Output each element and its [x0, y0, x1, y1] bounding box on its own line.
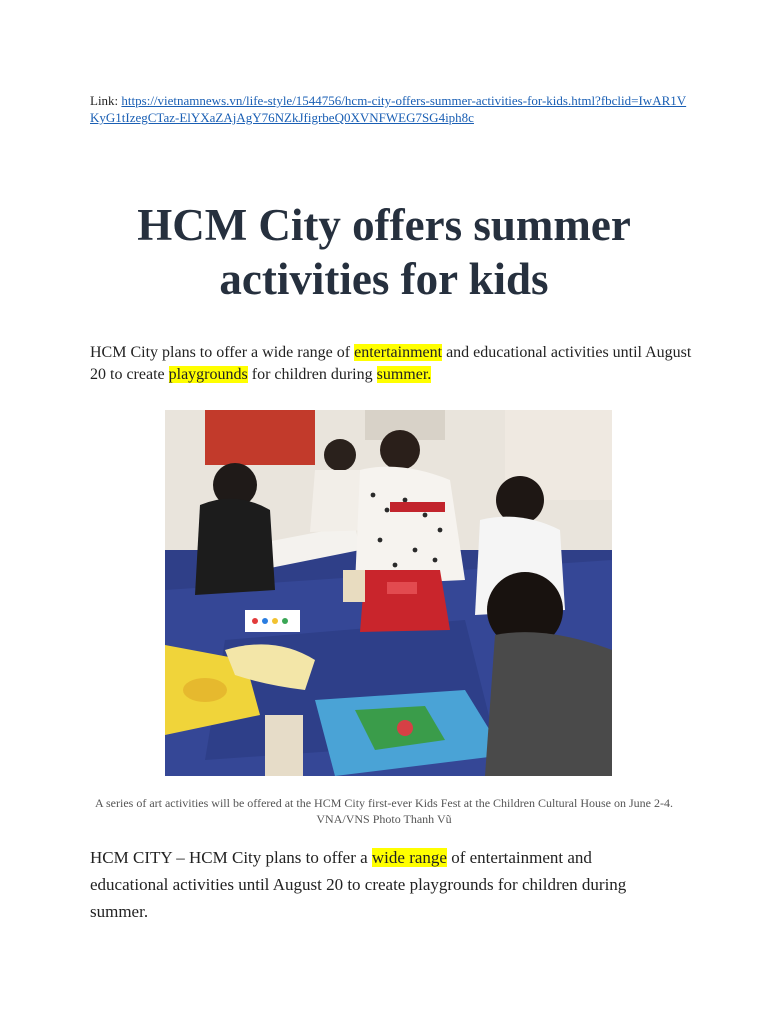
highlight-entertainment: entertainment	[354, 344, 443, 361]
highlight-wide-range: wide range	[371, 848, 447, 867]
source-url-link[interactable]: https://vietnamnews.vn/life-style/1544756/hcm-city-offers-summer-activities-for-kids.html?fbclid=IwAR1VKyG1tIzegCTaz-ElYXaZAjAgY76NZkJfigrbeQ0XVNFWEG7SG4iph8c	[90, 93, 687, 125]
lead-paragraph	[90, 342, 700, 386]
article-title: HCM City offers summer activities for kids	[137, 200, 631, 304]
article-photo	[165, 410, 612, 776]
kids-art-activity-photo	[165, 410, 612, 776]
source-link-block	[90, 92, 690, 126]
body-text-2: of entertainment and educational activities until August 20 to create playgrounds for children during summer.	[90, 848, 627, 921]
highlight-playgrounds: playgrounds	[168, 366, 248, 383]
lead-text-3: for children during	[247, 366, 377, 383]
body-paragraph	[90, 844, 670, 925]
body-text-1: HCM CITY – HCM City plans to offer a	[90, 848, 372, 867]
lead-text-2: and educational activities until August 20 to create	[90, 344, 692, 383]
lead-text-1: HCM City plans to offer a wide range of	[90, 344, 355, 361]
photo-caption: A series of art activities will be offered at the HCM City first-ever Kids Fest at the Children Cultural House on June 2-4. VNA/VNS Photo Thanh Vũ	[95, 796, 673, 826]
link-label: Link:	[90, 93, 119, 108]
highlight-summer: summer.	[376, 366, 432, 383]
